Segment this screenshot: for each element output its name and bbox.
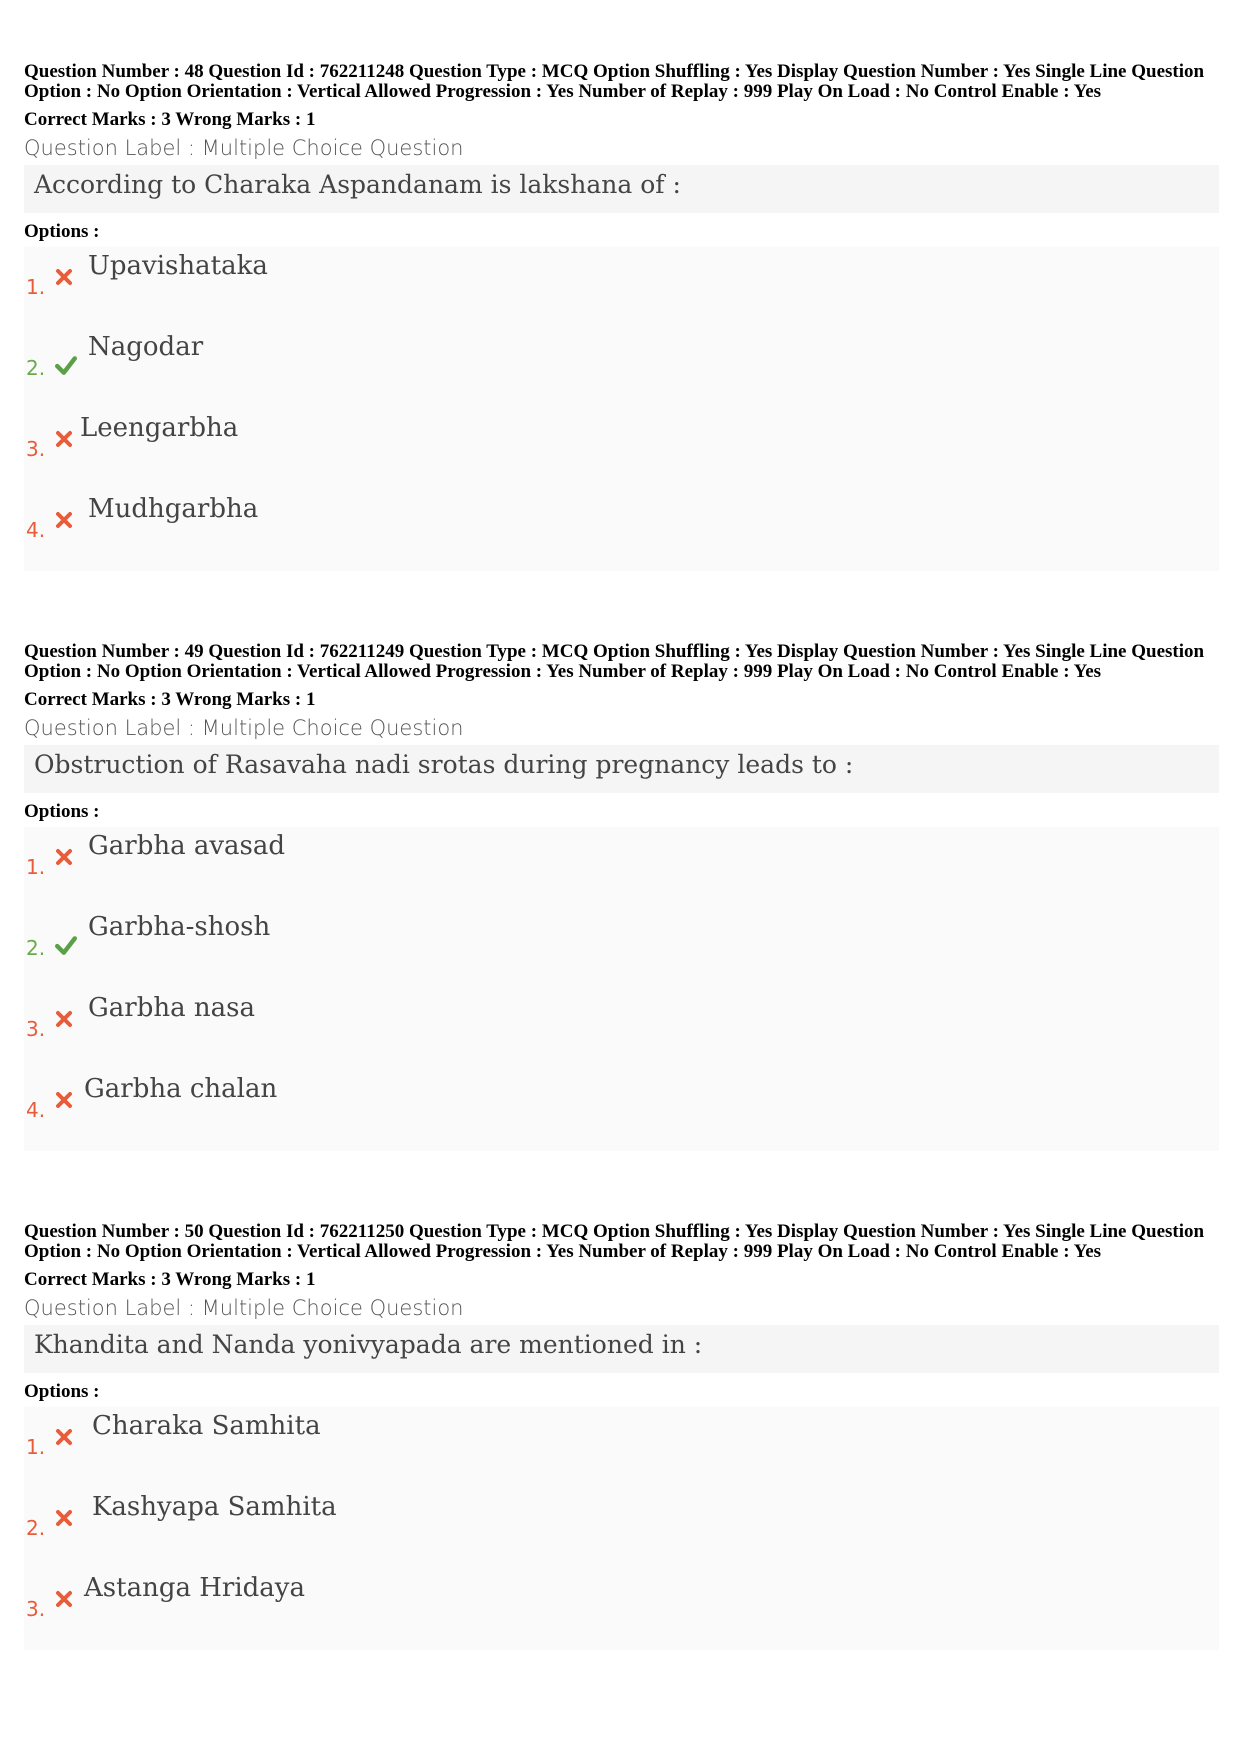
question-stem: According to Charaka Aspandanam is lakshana of :: [24, 165, 1219, 213]
check-icon: [54, 354, 78, 376]
option-number: 4.: [26, 518, 46, 542]
cross-icon: [54, 1090, 74, 1110]
question-marks: Correct Marks : 3 Wrong Marks : 1: [24, 1269, 316, 1290]
option-text: Charaka Samhita: [92, 1411, 321, 1441]
cross-icon: [54, 1427, 74, 1447]
question-stem: Obstruction of Rasavaha nadi srotas during pregnancy leads to :: [24, 745, 1219, 793]
question-label: Question Label : Multiple Choice Question: [24, 136, 464, 160]
option-item: [24, 989, 1219, 1070]
cross-icon: [54, 1508, 74, 1528]
option-text: Mudhgarbha: [88, 494, 259, 524]
option-number: 1.: [26, 855, 46, 879]
option-text: Garbha nasa: [88, 993, 255, 1023]
options-list: [24, 1407, 1219, 1650]
option-number: 3.: [26, 1017, 46, 1041]
options-title: Options :: [24, 801, 100, 822]
question-marks: Correct Marks : 3 Wrong Marks : 1: [24, 689, 316, 710]
cross-icon: [54, 1589, 74, 1609]
question-label: Question Label : Multiple Choice Question: [24, 716, 464, 740]
option-item: [24, 409, 1219, 490]
option-text: Astanga Hridaya: [84, 1573, 305, 1603]
option-item: [24, 1569, 1219, 1650]
option-item: [24, 490, 1219, 571]
option-text: Garbha avasad: [88, 831, 286, 861]
option-number: 4.: [26, 1098, 46, 1122]
question-block: [24, 62, 1224, 571]
cross-icon: [54, 429, 74, 449]
option-number: 2.: [26, 356, 46, 380]
option-number: 3.: [26, 1597, 46, 1621]
question-block: [24, 642, 1224, 1151]
cross-icon: [54, 847, 74, 867]
option-item: [24, 827, 1219, 908]
option-item: [24, 1070, 1219, 1151]
option-number: 2.: [26, 1516, 46, 1540]
option-text: Leengarbha: [80, 413, 239, 443]
question-marks: Correct Marks : 3 Wrong Marks : 1: [24, 109, 316, 130]
question-stem: Khandita and Nanda yonivyapada are mentioned in :: [24, 1325, 1219, 1373]
check-icon: [54, 934, 78, 956]
option-item: [24, 1407, 1219, 1488]
option-item: [24, 1488, 1219, 1569]
cross-icon: [54, 510, 74, 530]
option-text: Garbha chalan: [84, 1074, 278, 1104]
option-number: 1.: [26, 1435, 46, 1459]
option-number: 2.: [26, 936, 46, 960]
question-meta: Question Number : 50 Question Id : 762211250 Question Type : MCQ Option Shuffling : Yes Display Question Number : Yes Single Line Question Option : No Option Orientation : Vertical Allowed Progression : Yes Number of Replay : 999 Play On Load : No Control Enable : Yes: [24, 1221, 1205, 1262]
option-text: Nagodar: [88, 332, 204, 362]
option-item: [24, 908, 1219, 989]
options-title: Options :: [24, 221, 100, 242]
question-meta: Question Number : 49 Question Id : 762211249 Question Type : MCQ Option Shuffling : Yes Display Question Number : Yes Single Line Question Option : No Option Orientation : Vertical Allowed Progression : Yes Number of Replay : 999 Play On Load : No Control Enable : Yes: [24, 641, 1205, 682]
question-label: Question Label : Multiple Choice Question: [24, 1296, 464, 1320]
option-item: [24, 247, 1219, 328]
option-number: 3.: [26, 437, 46, 461]
option-number: 1.: [26, 275, 46, 299]
options-list: [24, 827, 1219, 1151]
question-meta: Question Number : 48 Question Id : 762211248 Question Type : MCQ Option Shuffling : Yes Display Question Number : Yes Single Line Question Option : No Option Orientation : Vertical Allowed Progression : Yes Number of Replay : 999 Play On Load : No Control Enable : Yes: [24, 61, 1205, 102]
option-text: Upavishataka: [88, 251, 268, 281]
option-item: [24, 328, 1219, 409]
options-title: Options :: [24, 1381, 100, 1402]
question-block: [24, 1222, 1224, 1650]
option-text: Kashyapa Samhita: [92, 1492, 337, 1522]
option-text: Garbha-shosh: [88, 912, 271, 942]
options-list: [24, 247, 1219, 571]
cross-icon: [54, 1009, 74, 1029]
cross-icon: [54, 267, 74, 287]
